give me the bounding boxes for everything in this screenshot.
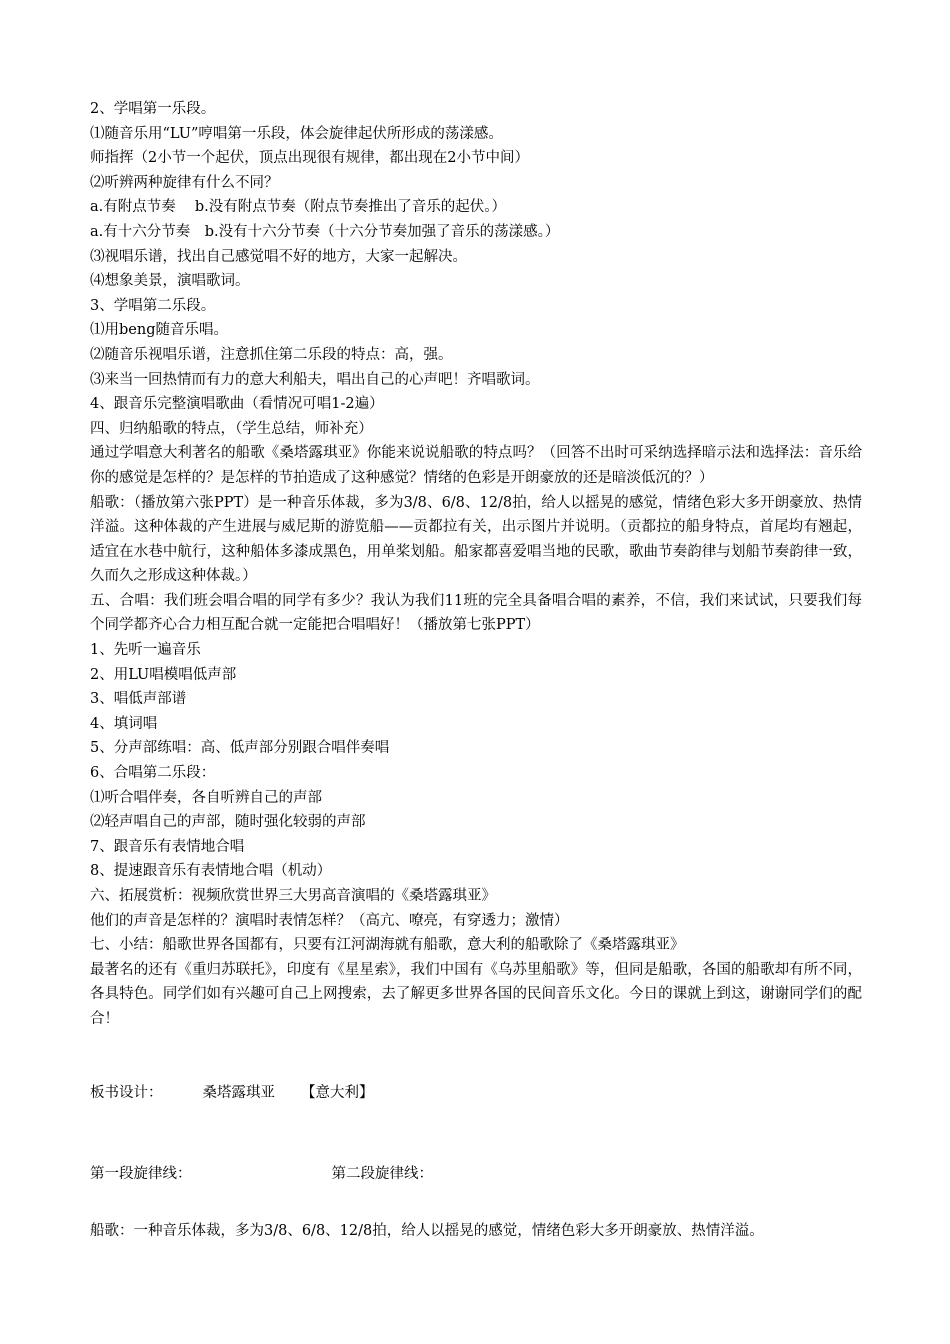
text-line: 师指挥（2小节一个起伏，顶点出现很有规律，都出现在2小节中间） <box>90 150 529 167</box>
board-design-label: 板书设计： <box>90 1084 163 1101</box>
spacer <box>90 1105 862 1154</box>
paragraph-chorus: 五、合唱：我们班会唱合唱的同学有多少？我认为我们11班的完全具备唱合唱的素养，不信，我们来试试，只要我们每个同学都齐心合力相互配合就一定能把合唱唱好！（播放第七张PPT） <box>90 592 862 634</box>
text-line: ⑷想象美景，演唱歌词。 <box>90 273 250 290</box>
text-line: 4、填词唱 <box>90 715 158 732</box>
lesson-steps-a <box>90 97 862 441</box>
section-heading: 六、拓展赏析：视频欣赏世界三大男高音演唱的《桑塔露琪亚》 <box>90 888 496 904</box>
text-line: ⑵听辨两种旋律有什么不同？ <box>90 174 279 191</box>
paragraph-summary: 最著名的还有《重归苏联托》，印度有《星星索》，我们中国有《乌苏里船歌》等，但同是船歌，各国的船歌却有所不同，各具特色。同学们如有兴趣可自己上网搜索，去了解更多世界各国的民间音乐文化。今日的课就上到这，谢谢同学们的配合！ <box>90 961 862 1027</box>
text-line: 3、唱低声部谱 <box>90 691 187 708</box>
text-line: 3、学唱第二乐段。 <box>90 297 216 314</box>
summary-definition: 船歌：一种音乐体裁，多为3/8、6/8、12/8拍，给人以摇晃的感觉，情绪色彩大多开朗豪放、热情洋溢。 <box>90 1223 764 1240</box>
text-line: 2、学唱第一乐段。 <box>90 101 216 117</box>
text-line: ⑶来当一回热情而有力的意大利船夫，唱出自己的心声吧！齐唱歌词。 <box>90 371 540 388</box>
text-line: 4、跟音乐完整演唱歌曲（看情况可唱1-2遍） <box>90 396 384 413</box>
spacer <box>90 1187 862 1212</box>
text-line: ⑴用beng随音乐唱。 <box>90 322 228 339</box>
melody-second-label: 第二段旋律线： <box>331 1166 433 1183</box>
spacer <box>90 1154 862 1162</box>
text-line: ⑵随音乐视唱乐谱，注意抓住第二乐段的特点：高，强。 <box>90 346 453 363</box>
melody-line-labels <box>90 1162 862 1187</box>
text-line: 8、提速跟音乐有表情地合唱（机动） <box>90 863 332 880</box>
text-line: 6、合唱第二乐段： <box>90 765 216 782</box>
melody-first-label: 第一段旋律线： <box>90 1166 192 1183</box>
paragraph-barcarolle: 船歌：（播放第六张PPT）是一种音乐体裁，多为3/8、6/8、12/8拍，给人以摇晃的感觉，情绪色彩大多开朗豪放、热情洋溢。这种体裁的产生进展与威尼斯的游览船——贡都拉有关，出示图片并说明。（贡都拉的船身特点，首尾均有翘起，适宜在水巷中航行，这种船体多漆成黑色，用单桨划船。船家都喜爱唱当地的民歌，歌曲节奏韵律与划船节奏韵律一致，久而久之形成这种体裁。） <box>90 494 862 585</box>
text-line: 5、分声部练唱：高、低声部分别跟合唱伴奏唱 <box>90 740 390 757</box>
text-line: 7、跟音乐有表情地合唱 <box>90 838 245 855</box>
paragraph-question: 通过学唱意大利著名的船歌《桑塔露琪亚》你能来说说船歌的特点吗？（回答不出时可采纳选择暗示法和选择法：音乐给你的感觉是怎样的？是怎样的节拍造成了这种感觉？情绪的色彩是开朗豪放的还是暗淡低沉的？） <box>90 445 862 486</box>
text-line: a.有十六分节奏 b.没有十六分节奏（十六分节奏加强了音乐的荡漾感。） <box>90 223 560 240</box>
section-heading: 四、归纳船歌的特点，（学生总结，师补充） <box>90 420 373 437</box>
text-line: 2、用LU唱模唱低声部 <box>90 666 237 683</box>
text-line: ⑴听合唱伴奏，各自听辨自己的声部 <box>90 789 322 806</box>
section-heading: 七、小结：船歌世界各国都有，只要有江河湖海就有船歌，意大利的船歌除了《桑塔露琪亚》 <box>90 937 685 954</box>
lesson-steps-b <box>90 638 862 958</box>
spacer <box>90 1032 862 1081</box>
board-song-title: 桑塔露琪亚 <box>202 1084 275 1101</box>
document-page <box>90 97 862 1244</box>
spacer <box>90 1211 862 1219</box>
text-line: 1、先听一遍音乐 <box>90 642 201 659</box>
board-country: 【意大利】 <box>301 1084 374 1101</box>
board-design-line <box>90 1081 862 1106</box>
text-line: ⑶视唱乐谱，找出自己感觉唱不好的地方，大家一起解决。 <box>90 248 467 265</box>
text-line: a.有附点节奏 b.没有附点节奏（附点节奏推出了音乐的起伏。） <box>90 199 507 216</box>
text-line: ⑴随音乐用“LU”哼唱第一乐段，体会旋律起伏所形成的荡漾感。 <box>90 125 503 142</box>
text-line: 他们的声音是怎样的？演唱时表情怎样？（高亢、嘹亮，有穿透力；激情） <box>90 912 569 929</box>
text-line: ⑵轻声唱自己的声部，随时强化较弱的声部 <box>90 814 366 831</box>
